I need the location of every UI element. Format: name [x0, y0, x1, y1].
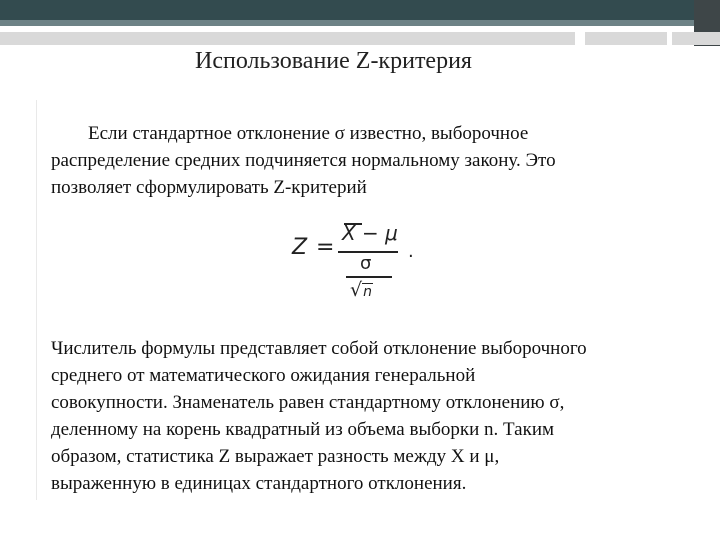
header-bar [0, 0, 694, 20]
z-formula [290, 213, 430, 311]
header-strip-middle [585, 32, 667, 45]
formula-equals: = [316, 235, 335, 260]
formula-lhs: Z [292, 235, 308, 260]
explanation-line-4: деленному на корень квадратный из объема выборки n. Таким [51, 419, 555, 440]
explanation-line-2: среднего от математического ожидания генеральной [51, 365, 476, 386]
intro-line-1: Если стандартное отклонение σ известно, выборочное [88, 123, 529, 144]
formula-sqrt-arg: n [363, 284, 372, 300]
intro-line-3: позволяет сформулировать Z-критерий [51, 177, 367, 198]
header-bar-shade [0, 20, 694, 26]
header-strip-left [0, 32, 575, 45]
header-strip-right [672, 32, 720, 45]
formula-trailing-dot: . [408, 241, 414, 262]
sqrt-icon: √ [350, 279, 363, 301]
left-margin-rule [36, 100, 37, 500]
explanation-paragraph [51, 335, 587, 497]
intro-paragraph [51, 120, 556, 201]
explanation-line-5: образом, статистика Z выражает разность между X и μ, [51, 446, 500, 467]
explanation-line-3: совокупности. Знаменатель равен стандартному отклонению σ, [51, 392, 565, 413]
slide-title: Использование Z-критерия [195, 48, 472, 74]
formula-sqrt [350, 279, 373, 301]
formula-denominator-sigma: σ [360, 253, 372, 274]
explanation-line-6: выраженную в единицах стандартного отклонения. [51, 473, 467, 494]
formula-numerator: X − μ [342, 221, 398, 245]
explanation-line-1: Числитель формулы представляет собой отклонение выборочного [51, 338, 587, 359]
formula-inner-fraction-line [346, 276, 392, 278]
intro-line-2: распределение средних подчиняется нормальному закону. Это [51, 150, 556, 171]
